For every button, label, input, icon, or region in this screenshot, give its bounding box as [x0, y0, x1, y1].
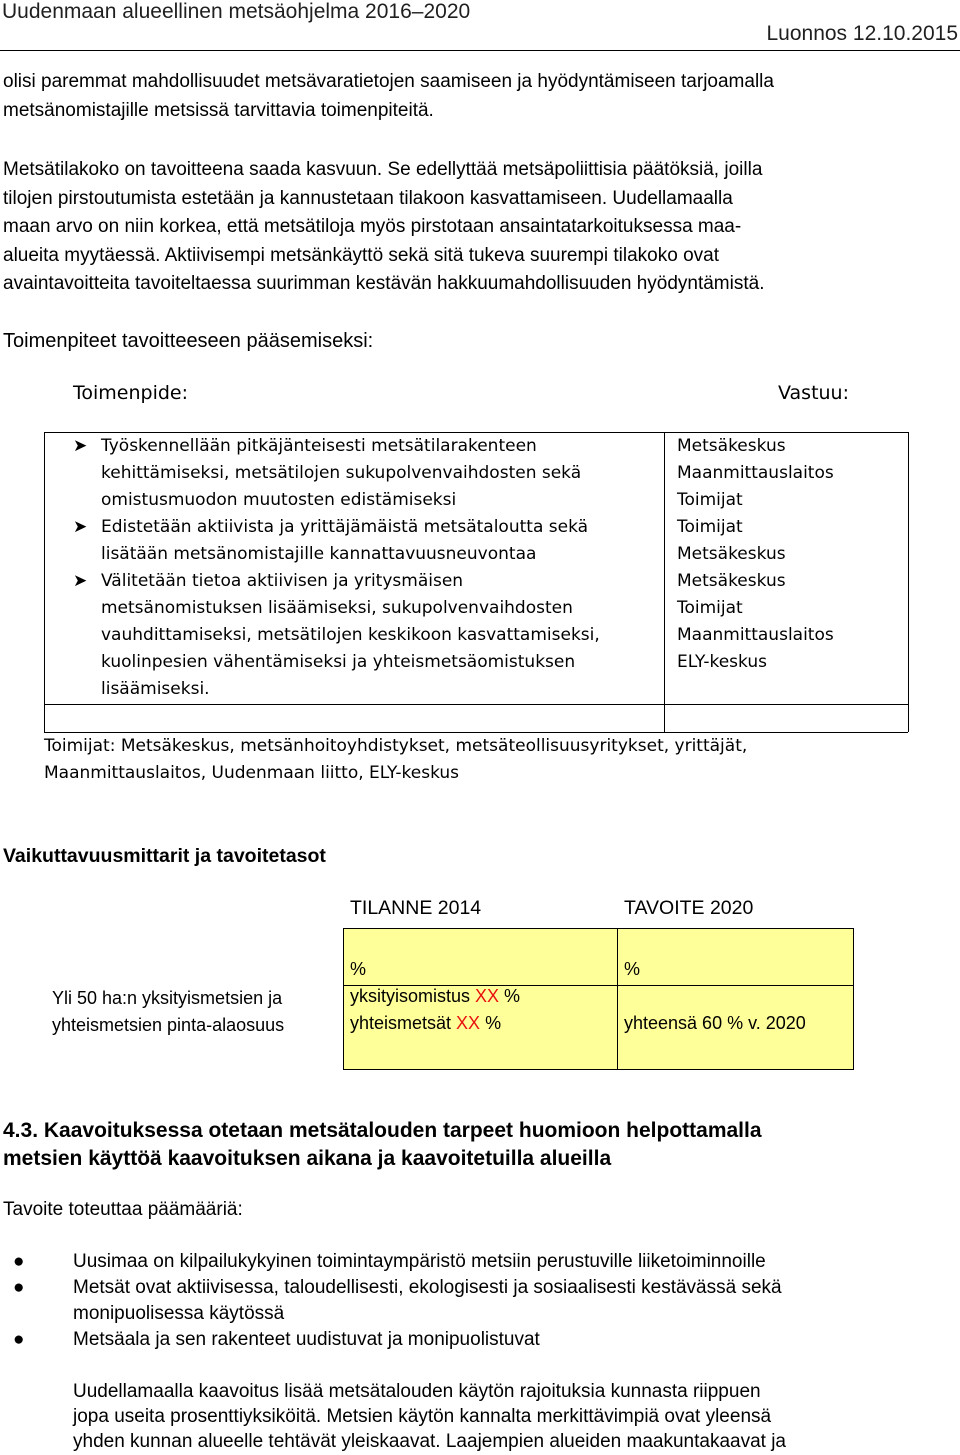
target-unit: %	[624, 959, 641, 979]
text-line: avaintavoitteita tavoiteltaessa suurimman kestävän hakkuumahdollisuuden hyödyntämistä.	[3, 273, 765, 294]
table-row-action-3: ➤ Välitetään tietoa aktiivisen ja yritysmäisen metsänomistuksen lisäämiseksi, sukupolvenvaihdosten vauhdittamiseksi, metsätilojen keskikoon kasvattamiseksi, kuolinpesien vähentämiseksi ja yhteismetsäomistuksen lisäämiseksi.	[101, 568, 661, 703]
text-line: Metsätilakoko on tavoitteena saada kasvuun. Se edellyttää metsäpoliittisia päätöksiä, joilla	[3, 159, 763, 180]
arrow-bullet-icon: ➤	[73, 517, 88, 537]
table-row-responsibility-2: Toimijat Metsäkeskus	[677, 517, 786, 564]
placeholder-value: XX	[456, 1013, 481, 1033]
text-line: olisi paremmat mahdollisuudet metsävaratietojen saamiseen ja hyödyntämiseen tarjoamalla	[3, 71, 774, 92]
header-divider	[0, 50, 960, 51]
indicators-heading: Vaikuttavuusmittarit ja tavoitetasot	[3, 845, 326, 867]
target-value: yhteensä 60 % v. 2020	[624, 1013, 806, 1033]
table-row-action-1: ➤ Työskennellään pitkäjänteisesti metsätilarakenteen kehittämiseksi, metsätilojen sukupolvenvaihdosten sekä omistusmuodon muutosten edistämiseksi	[101, 433, 661, 514]
status-joint-forests: yhteismetsät XX %	[350, 1013, 502, 1033]
farm-size-paragraph	[3, 156, 958, 299]
bullet-icon: ●	[13, 1277, 25, 1298]
document-header-title: Uudenmaan alueellinen metsäohjelma 2016–2020	[2, 0, 471, 23]
status-unit: %	[350, 959, 367, 979]
table-row-action-2: ➤ Edistetään aktiivista ja yrittäjämäistä metsätaloutta sekä lisätään metsänomistajille kannattavuusneuvontaa	[101, 514, 661, 568]
column-heading-status-2014: TILANNE 2014	[350, 897, 482, 919]
actors-note: Toimijat: Metsäkeskus, metsänhoitoyhdistykset, metsäteollisuusyritykset, yrittäjät, Maanmittauslaitos, Uudenmaan liitto, ELY-keskus	[44, 736, 748, 783]
column-heading-action: Toimenpide:	[73, 382, 189, 404]
text-line: maan arvo on niin korkea, että metsätiloja myös pirstotaan ansaintatarkoituksessa maa-	[3, 216, 742, 237]
status-private-ownership: yksityisomistus XX %	[350, 986, 521, 1006]
list-item: ● Metsäala ja sen rakenteet uudistuvat ja monipuolistuvat	[3, 1327, 958, 1353]
list-item: ● Metsät ovat aktiivisessa, taloudellisesti, ekologisesti ja sosiaalisesti kestävässä sekä monipuolisessa käytössä	[13, 1277, 782, 1324]
table-row-responsibility-3: Metsäkeskus Toimijat Maanmittauslaitos ELY-keskus	[677, 571, 834, 672]
arrow-bullet-icon: ➤	[73, 436, 88, 456]
text-line: tilojen pirstoutumista estetään ja kannustetaan tilakoon kasvattamiseen. Uudellamaalla	[3, 187, 733, 209]
text-line: metsänomistajille metsissä tarvittavia toimenpiteitä.	[3, 99, 434, 121]
intro-paragraph	[3, 68, 958, 125]
indicator-values-table	[343, 928, 854, 1070]
indicator-label: Yli 50 ha:n yksityismetsien ja yhteismetsien pinta-alaosuus	[52, 988, 285, 1035]
section-title: 4.3. Kaavoituksessa otetaan metsätalouden tarpeet huomioon helpottamalla metsien käyttöä kaavoituksen aikana ja kaavoitetuilla alueilla	[3, 1119, 762, 1170]
list-item: ● Uusimaa on kilpailukykyinen toimintaympäristö metsiin perustuville liiketoiminnoille	[3, 1249, 958, 1275]
measures-heading: Toimenpiteet tavoitteeseen pääsemiseksi:	[3, 330, 374, 352]
bullet-icon: ●	[13, 1251, 25, 1272]
text-line: alueita myytäessä. Aktiivisempi metsänkäyttö sekä sitä tukeva suurempi tilakoko ovat	[3, 244, 719, 266]
bullet-icon: ●	[13, 1329, 25, 1350]
arrow-bullet-icon: ➤	[73, 571, 88, 591]
closing-paragraph: Uudellamaalla kaavoitus lisää metsätalouden käytön rajoituksia kunnasta riippuen jopa useita prosenttiyksiköitä. Metsien käytön kannalta merkittävimpiä ovat yleensä yhden kunnan alueelle tehtävät yleiskaavat. Laajempien alueiden maakuntakaavat ja	[73, 1381, 786, 1452]
draft-date: Luonnos 12.10.2015	[766, 22, 958, 45]
measures-table	[44, 432, 908, 732]
placeholder-value: XX	[475, 986, 500, 1006]
goal-intro: Tavoite toteuttaa päämääriä:	[3, 1199, 243, 1220]
goal-list	[3, 1249, 958, 1353]
column-heading-responsibility: Vastuu:	[778, 382, 849, 404]
table-row-responsibility-1: Metsäkeskus Maanmittauslaitos Toimijat	[677, 436, 834, 510]
column-heading-target-2020: TAVOITE 2020	[624, 897, 754, 919]
